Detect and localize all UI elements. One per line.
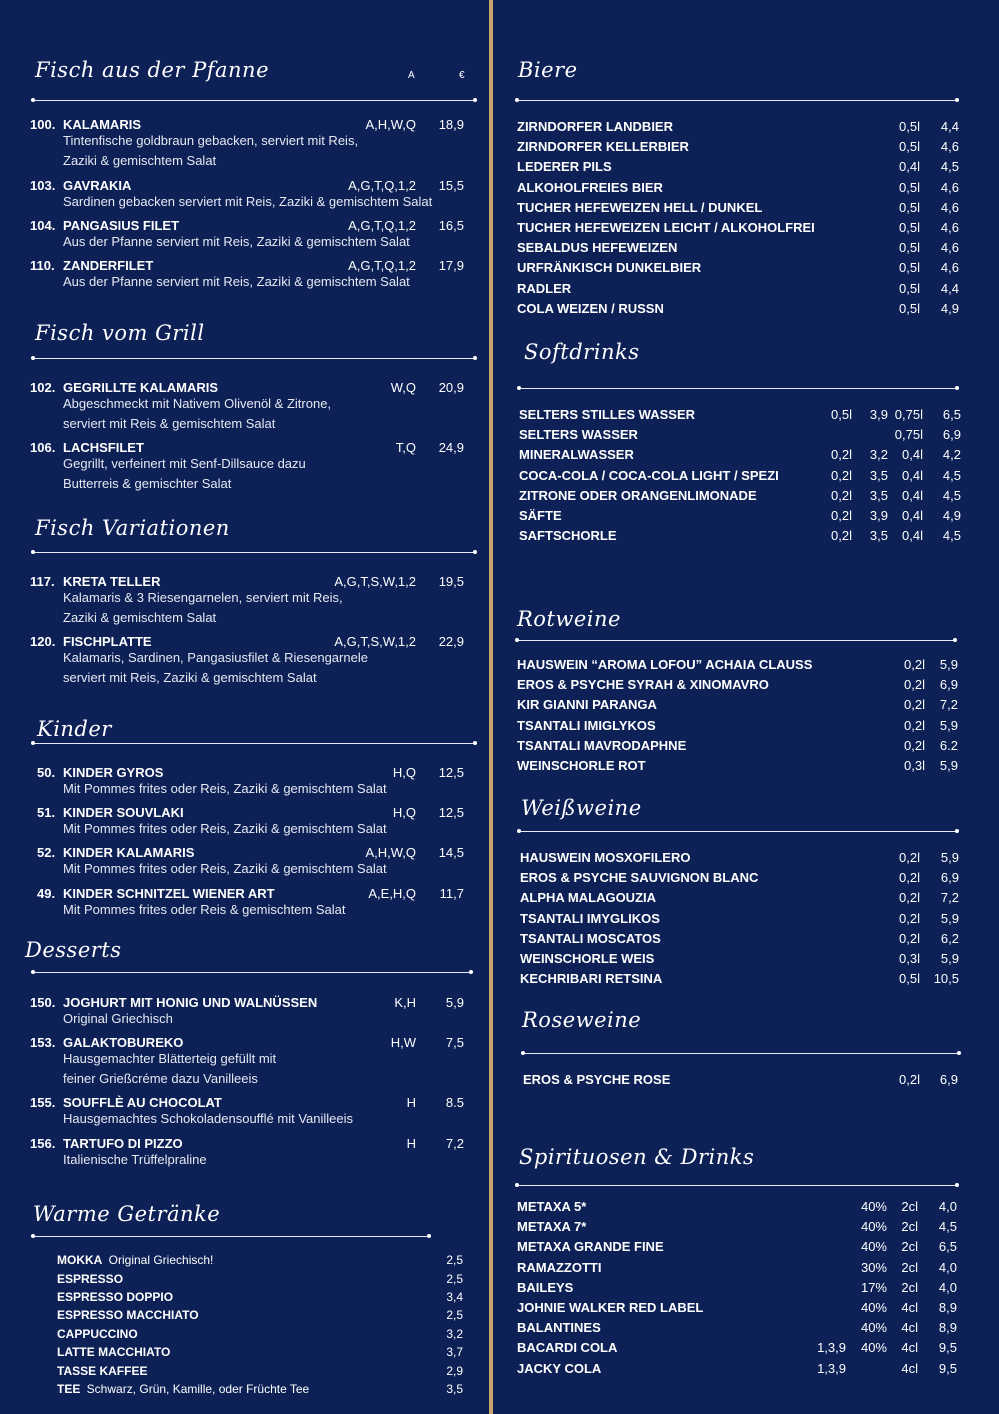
- drink-size: 0,2l: [899, 1072, 920, 1087]
- drink-item: [57, 1308, 199, 1322]
- drink-size: 0,5l: [899, 260, 920, 276]
- item-name: JOGHURT MIT HONIG UND WALNÜSSEN: [63, 995, 318, 1010]
- drink-size: 0,5l: [899, 179, 920, 195]
- drink-price: 3,2: [446, 1327, 463, 1341]
- drink-name: MINERALWASSER: [519, 447, 634, 463]
- gold-column-divider: [489, 0, 493, 1414]
- item-name: GAVRAKIA: [63, 178, 132, 193]
- drink-name: KIR GIANNI PARANGA: [517, 697, 657, 713]
- drink-price: 6,9: [939, 1072, 958, 1087]
- drink-price: 8,9: [938, 1320, 957, 1336]
- drink-size: 0,5l: [899, 139, 920, 155]
- item-price: 17,9: [438, 258, 464, 273]
- drink-name: ESPRESSO: [57, 1272, 124, 1286]
- item-price: 12,5: [438, 765, 464, 780]
- drink-size: 0,5l: [899, 300, 920, 316]
- item-description: Italienische Trüffelpraline: [63, 1152, 207, 1167]
- drink-price: 4,6: [940, 199, 959, 215]
- item-price: 12,5: [438, 805, 464, 820]
- drink-name: TSANTALI IMIGLYKOS: [517, 717, 656, 733]
- item-description: feiner Grießcréme dazu Vanilleeis: [63, 1071, 258, 1086]
- drink-size-large: 0,4l: [902, 528, 923, 544]
- section-divider: [519, 388, 957, 389]
- allergen-codes: A,G,T,Q,1,2: [348, 218, 416, 233]
- drink-size: 4cl: [901, 1300, 918, 1315]
- drink-name: HAUSWEIN “AROMA LOFOU” ACHAIA CLAUSS: [517, 657, 813, 672]
- item-name: GEGRILLTE KALAMARIS: [63, 380, 219, 395]
- drink-size: 0,4l: [899, 159, 920, 175]
- drink-name: BACARDI COLA: [517, 1340, 618, 1356]
- column-head-allergens: A: [408, 70, 415, 81]
- drink-price: 5,9: [940, 850, 959, 865]
- item-price: 7,2: [445, 1136, 464, 1151]
- alcohol-percent: 40%: [860, 1300, 887, 1315]
- allergen-codes: A,G,T,Q,1,2: [348, 178, 416, 193]
- drink-name: EROS & PSYCHE ROSE: [523, 1072, 671, 1087]
- section-title-spirituosen: Spirituosen & Drinks: [519, 1145, 755, 1169]
- drink-name: HAUSWEIN MOSXOFILERO: [520, 850, 691, 865]
- item-description: Abgeschmeckt mit Nativem Olivenöl & Zitrone,: [63, 396, 332, 411]
- drink-name: SAFTSCHORLE: [519, 528, 617, 544]
- item-name: SOUFFLÈ AU CHOCOLAT: [63, 1095, 222, 1110]
- drink-item: [57, 1382, 309, 1396]
- drink-size: 0,2l: [904, 657, 925, 672]
- allergen-codes: A,E,H,Q: [368, 886, 416, 901]
- drink-name: COLA WEIZEN / RUSSN: [517, 300, 664, 316]
- item-price: 18,9: [438, 117, 464, 132]
- drink-note: Original Griechisch!: [105, 1253, 214, 1267]
- drink-price: 4,6: [940, 220, 959, 235]
- drink-size-large: 0,4l: [902, 508, 923, 523]
- drink-price: 2,9: [446, 1364, 463, 1378]
- drink-name: RADLER: [517, 280, 572, 296]
- item-description: Sardinen gebacken serviert mit Reis, Zaziki & gemischtem Salat: [63, 194, 433, 209]
- drink-name: TASSE KAFFEE: [57, 1364, 148, 1378]
- drink-name: EROS & PSYCHE SYRAH & XINOMAVRO: [517, 677, 769, 693]
- drink-price-large: 6,9: [942, 427, 961, 443]
- item-description: Zaziki & gemischtem Salat: [63, 153, 217, 168]
- item-description: Kalamaris & 3 Riesengarnelen, serviert mit Reis,: [63, 590, 343, 605]
- drink-price: 5,9: [940, 951, 959, 966]
- drink-size: 0,2l: [899, 910, 920, 926]
- drink-price: 4,5: [940, 159, 959, 175]
- item-description: Mit Pommes frites oder Reis, Zaziki & gemischtem Salat: [63, 781, 387, 796]
- drink-size: 2cl: [901, 1239, 918, 1255]
- drink-price: 4,9: [940, 300, 959, 316]
- drink-price: 2,5: [446, 1272, 463, 1286]
- section-title-biere: Biere: [518, 58, 578, 82]
- drink-size: 0,5l: [899, 971, 920, 987]
- item-description: serviert mit Reis & gemischtem Salat: [63, 416, 276, 431]
- item-price: 11,7: [439, 886, 464, 901]
- item-name: KINDER SOUVLAKI: [63, 805, 184, 820]
- section-divider: [519, 831, 957, 832]
- item-description: Zaziki & gemischtem Salat: [63, 610, 217, 625]
- drink-size-large: 0,4l: [902, 447, 923, 463]
- drink-size-small: 0,2l: [831, 447, 852, 463]
- section-divider: [33, 1236, 429, 1237]
- drink-price-small: 3,5: [869, 487, 888, 503]
- drink-price: 4,5: [938, 1219, 957, 1235]
- drink-name: SÄFTE: [519, 508, 562, 523]
- drink-name: ZIRNDORFER KELLERBIER: [517, 139, 689, 155]
- drink-price-large: 4,5: [942, 467, 961, 483]
- item-price: 16,5: [438, 218, 464, 233]
- item-price: 15,5: [438, 178, 464, 193]
- drink-price: 4,6: [940, 139, 959, 155]
- allergen-codes: A,G,T,S,W,1,2: [334, 574, 416, 589]
- drink-size: 4cl: [901, 1320, 918, 1336]
- section-divider: [33, 552, 475, 553]
- drink-price-small: 3,9: [869, 407, 888, 422]
- item-name: KRETA TELLER: [63, 574, 161, 589]
- item-name: KINDER SCHNITZEL WIENER ART: [63, 886, 275, 901]
- drink-name: ZITRONE ODER ORANGENLIMONADE: [519, 487, 757, 503]
- drink-item: [57, 1253, 213, 1267]
- item-description: Hausgemachtes Schokoladensoufflé mit Vanilleeis: [63, 1111, 354, 1126]
- drink-price: 5,9: [939, 717, 958, 733]
- drink-size: 0,2l: [904, 677, 925, 693]
- drink-name: RAMAZZOTTI: [517, 1259, 602, 1275]
- item-price: 19,5: [438, 574, 464, 589]
- drink-price-large: 4,5: [942, 487, 961, 503]
- drink-price: 6,9: [939, 677, 958, 693]
- drink-size: 0,3l: [904, 758, 925, 773]
- alcohol-percent: 40%: [860, 1219, 887, 1235]
- drink-size: 0,3l: [899, 951, 920, 966]
- drink-name: WEINSCHORLE WEIS: [520, 951, 655, 966]
- drink-item: [57, 1364, 147, 1378]
- allergen-codes: A,G,T,S,W,1,2: [334, 634, 416, 649]
- drink-name: CAPPUCCINO: [57, 1327, 138, 1341]
- drink-item: [57, 1327, 138, 1341]
- alcohol-percent: 30%: [860, 1259, 887, 1275]
- alcohol-percent: 40%: [860, 1340, 887, 1356]
- drink-size-small: 0,2l: [831, 528, 852, 544]
- drink-size: 0,5l: [899, 220, 920, 235]
- drink-name: JACKY COLA: [517, 1360, 602, 1376]
- drink-name: TUCHER HEFEWEIZEN LEICHT / ALKOHOLFREI: [517, 220, 815, 235]
- drink-price: 7,2: [939, 697, 958, 713]
- item-description: serviert mit Reis, Zaziki & gemischtem Salat: [63, 670, 317, 685]
- drink-name: TEE: [57, 1382, 81, 1396]
- drink-name: ESPRESSO MACCHIATO: [57, 1308, 199, 1322]
- drink-name: BALANTINES: [517, 1320, 601, 1336]
- drink-price: 5,9: [939, 758, 958, 773]
- drink-name: MOKKA: [57, 1253, 103, 1267]
- allergen-codes: T,Q: [395, 440, 416, 455]
- allergen-codes: H: [406, 1095, 416, 1110]
- drink-name: KECHRIBARI RETSINA: [520, 971, 663, 987]
- item-number: 153.: [30, 1035, 56, 1050]
- item-number: 52.: [37, 845, 56, 860]
- item-number: 104.: [30, 218, 56, 233]
- drink-price-large: 4,2: [942, 447, 961, 463]
- drink-price: 4,4: [940, 119, 959, 134]
- drink-item: [57, 1345, 170, 1359]
- drink-price-small: 3,5: [869, 467, 888, 483]
- drink-price-large: 4,9: [942, 508, 961, 523]
- drink-price: 4,6: [940, 240, 959, 256]
- drink-size: 4cl: [901, 1360, 918, 1376]
- item-price: 22,9: [438, 634, 464, 649]
- drink-name: SELTERS STILLES WASSER: [519, 407, 696, 422]
- allergen-codes: H,W: [390, 1035, 416, 1050]
- drink-size: 0,2l: [899, 850, 920, 865]
- item-number: 50.: [37, 765, 56, 780]
- drink-price-large: 6,5: [942, 407, 961, 422]
- drink-name: ZIRNDORFER LANDBIER: [517, 119, 673, 134]
- item-description: Aus der Pfanne serviert mit Reis, Zaziki & gemischtem Salat: [63, 274, 410, 289]
- drink-price: 6,9: [940, 870, 959, 886]
- section-divider: [523, 1053, 959, 1054]
- allergen-codes: H,Q: [392, 765, 416, 780]
- section-title-warme-getraenke: Warme Getränke: [33, 1202, 221, 1226]
- item-description: Tintenfische goldbraun gebacken, serviert mit Reis,: [63, 133, 359, 148]
- item-description: Aus der Pfanne serviert mit Reis, Zaziki & gemischtem Salat: [63, 234, 410, 249]
- drink-size: 0,2l: [904, 697, 925, 713]
- drink-name: JOHNIE WALKER RED LABEL: [517, 1300, 704, 1315]
- drink-note: Schwarz, Grün, Kamille, oder Früchte Tee: [83, 1382, 310, 1396]
- item-price: 7,5: [445, 1035, 464, 1050]
- item-name: PANGASIUS FILET: [63, 218, 180, 233]
- drink-name: SEBALDUS HEFEWEIZEN: [517, 240, 678, 256]
- section-divider: [33, 100, 475, 101]
- drink-size-small: 0,5l: [831, 407, 852, 422]
- item-number: 106.: [30, 440, 56, 455]
- drink-size: 4cl: [901, 1340, 918, 1356]
- section-title-fisch-variationen: Fisch Variationen: [35, 516, 230, 540]
- item-number: 156.: [30, 1136, 56, 1151]
- alcohol-percent: 40%: [860, 1199, 887, 1214]
- allergen-codes: A,H,W,Q: [365, 117, 416, 132]
- item-name: GALAKTOBUREKO: [63, 1035, 184, 1050]
- section-title-kinder: Kinder: [37, 717, 112, 741]
- item-number: 120.: [30, 634, 56, 649]
- item-number: 51.: [37, 805, 56, 820]
- drink-name: EROS & PSYCHE SAUVIGNON BLANC: [520, 870, 759, 886]
- drink-price: 10,5: [933, 971, 959, 987]
- additive-codes: 1,3,9: [817, 1360, 846, 1376]
- item-number: 155.: [30, 1095, 56, 1110]
- drink-item: [57, 1272, 123, 1286]
- drink-name: COCA-COLA / COCA-COLA LIGHT / SPEZI: [519, 467, 779, 483]
- drink-name: LATTE MACCHIATO: [57, 1345, 171, 1359]
- drink-size: 2cl: [901, 1279, 918, 1295]
- drink-name: METAXA GRANDE FINE: [517, 1239, 664, 1255]
- item-name: KINDER KALAMARIS: [63, 845, 195, 860]
- drink-size: 0,2l: [904, 737, 925, 753]
- drink-name: ALKOHOLFREIES BIER: [517, 179, 663, 195]
- drink-price: 7,2: [940, 890, 959, 906]
- drink-price: 4,6: [940, 179, 959, 195]
- drink-name: ESPRESSO DOPPIO: [57, 1290, 174, 1304]
- allergen-codes: H,Q: [392, 805, 416, 820]
- drink-size-small: 0,2l: [831, 508, 852, 523]
- item-description: Mit Pommes frites oder Reis, Zaziki & gemischtem Salat: [63, 861, 387, 876]
- drink-size-large: 0,4l: [902, 487, 923, 503]
- drink-price: 6.2: [939, 737, 958, 753]
- section-divider: [33, 358, 475, 359]
- item-description: Mit Pommes frites oder Reis, Zaziki & gemischtem Salat: [63, 821, 387, 836]
- drink-price: 4,0: [938, 1199, 957, 1214]
- drink-price: 4,0: [938, 1259, 957, 1275]
- drink-name: TSANTALI IMYGLIKOS: [520, 910, 660, 926]
- drink-price: 3,7: [446, 1345, 463, 1359]
- section-title-softdrinks: Softdrinks: [524, 340, 640, 364]
- item-number: 150.: [30, 995, 56, 1010]
- drink-size-large: 0,75l: [894, 427, 923, 443]
- drink-price: 6,2: [940, 930, 959, 946]
- drink-price-small: 3,2: [869, 447, 888, 463]
- section-divider: [33, 743, 475, 744]
- drink-item: [57, 1290, 173, 1304]
- section-title-weissweine: Weißweine: [521, 796, 642, 820]
- allergen-codes: K,H: [394, 995, 416, 1010]
- section-divider: [517, 100, 957, 101]
- alcohol-percent: 40%: [860, 1320, 887, 1336]
- item-number: 103.: [30, 178, 56, 193]
- item-price: 5,9: [445, 995, 464, 1010]
- item-number: 49.: [37, 886, 56, 901]
- item-name: TARTUFO DI PIZZO: [63, 1136, 183, 1151]
- drink-price-small: 3,9: [869, 508, 888, 523]
- item-price: 20,9: [438, 380, 464, 395]
- drink-size: 0,5l: [899, 199, 920, 215]
- alcohol-percent: 40%: [860, 1239, 887, 1255]
- drink-size-large: 0,4l: [902, 467, 923, 483]
- drink-name: TUCHER HEFEWEIZEN HELL / DUNKEL: [517, 199, 763, 215]
- drink-size: 0,5l: [899, 280, 920, 296]
- drink-size: 0,5l: [899, 240, 920, 256]
- section-title-desserts: Desserts: [25, 938, 122, 962]
- item-name: LACHSFILET: [63, 440, 144, 455]
- drink-price: 4,0: [938, 1279, 957, 1295]
- section-title-fisch-grill: Fisch vom Grill: [35, 321, 205, 345]
- item-number: 110.: [30, 258, 55, 273]
- item-name: KINDER GYROS: [63, 765, 164, 780]
- item-description: Kalamaris, Sardinen, Pangasiusfilet & Riesengarnele: [63, 650, 368, 665]
- section-title-rotweine: Rotweine: [517, 607, 621, 631]
- drink-name: SELTERS WASSER: [519, 427, 638, 443]
- allergen-codes: A,H,W,Q: [365, 845, 416, 860]
- item-number: 102.: [30, 380, 56, 395]
- drink-size: 2cl: [901, 1259, 918, 1275]
- item-number: 117.: [30, 574, 55, 589]
- section-divider: [517, 1185, 957, 1186]
- allergen-codes: H: [406, 1136, 416, 1151]
- drink-size-small: 0,2l: [831, 467, 852, 483]
- drink-name: URFRÄNKISCH DUNKELBIER: [517, 260, 702, 276]
- drink-price: 9,5: [938, 1340, 957, 1356]
- column-head-price: €: [459, 70, 465, 81]
- section-title-fisch-pfanne: Fisch aus der Pfanne: [35, 58, 270, 82]
- drink-price: 2,5: [446, 1253, 463, 1267]
- item-description: Mit Pommes frites oder Reis & gemischtem Salat: [63, 902, 346, 917]
- drink-name: METAXA 7*: [517, 1219, 587, 1235]
- drink-price: 6,5: [938, 1239, 957, 1255]
- section-divider: [517, 640, 955, 641]
- drink-name: ALPHA MALAGOUZIA: [520, 890, 657, 906]
- item-price: 14,5: [438, 845, 464, 860]
- drink-name: BAILEYS: [517, 1279, 574, 1295]
- drink-size: 2cl: [901, 1199, 918, 1214]
- drink-price: 2,5: [446, 1308, 463, 1322]
- drink-price: 4,6: [940, 260, 959, 276]
- drink-price: 9,5: [938, 1360, 957, 1376]
- drink-size-large: 0,75l: [894, 407, 923, 422]
- item-description: Original Griechisch: [63, 1011, 173, 1026]
- drink-size: 0,2l: [904, 717, 925, 733]
- alcohol-percent: 17%: [860, 1279, 887, 1295]
- item-number: 100.: [30, 117, 56, 132]
- drink-price: 4,4: [940, 280, 959, 296]
- drink-size-small: 0,2l: [831, 487, 852, 503]
- drink-price: 5,9: [939, 657, 958, 672]
- drink-price: 8,9: [938, 1300, 957, 1315]
- section-divider: [33, 972, 471, 973]
- item-description: Butterreis & gemischter Salat: [63, 476, 232, 491]
- item-name: KALAMARIS: [63, 117, 141, 132]
- drink-name: METAXA 5*: [517, 1199, 587, 1214]
- drink-price: 3,4: [446, 1290, 463, 1304]
- drink-name: TSANTALI MAVRODAPHNE: [517, 737, 687, 753]
- item-description: Gegrillt, verfeinert mit Senf-Dillsauce dazu: [63, 456, 306, 471]
- drink-size: 0,2l: [899, 930, 920, 946]
- drink-size: 0,2l: [899, 890, 920, 906]
- drink-size: 0,2l: [899, 870, 920, 886]
- drink-price-small: 3,5: [869, 528, 888, 544]
- drink-name: LEDERER PILS: [517, 159, 612, 175]
- item-price: 24,9: [438, 440, 464, 455]
- drink-size: 0,5l: [899, 119, 920, 134]
- drink-price-large: 4,5: [942, 528, 961, 544]
- item-name: FISCHPLATTE: [63, 634, 152, 649]
- item-price: 8.5: [445, 1095, 464, 1110]
- item-name: ZANDERFILET: [63, 258, 154, 273]
- additive-codes: 1,3,9: [817, 1340, 846, 1356]
- allergen-codes: W,Q: [390, 380, 416, 395]
- drink-price: 3,5: [446, 1382, 463, 1396]
- drink-name: TSANTALI MOSCATOS: [520, 930, 661, 946]
- drink-price: 5,9: [940, 910, 959, 926]
- drink-name: WEINSCHORLE ROT: [517, 758, 646, 773]
- section-title-roseweine: Roseweine: [522, 1008, 642, 1032]
- drink-size: 2cl: [901, 1219, 918, 1235]
- item-description: Hausgemachter Blätterteig gefüllt mit: [63, 1051, 277, 1066]
- allergen-codes: A,G,T,Q,1,2: [348, 258, 416, 273]
